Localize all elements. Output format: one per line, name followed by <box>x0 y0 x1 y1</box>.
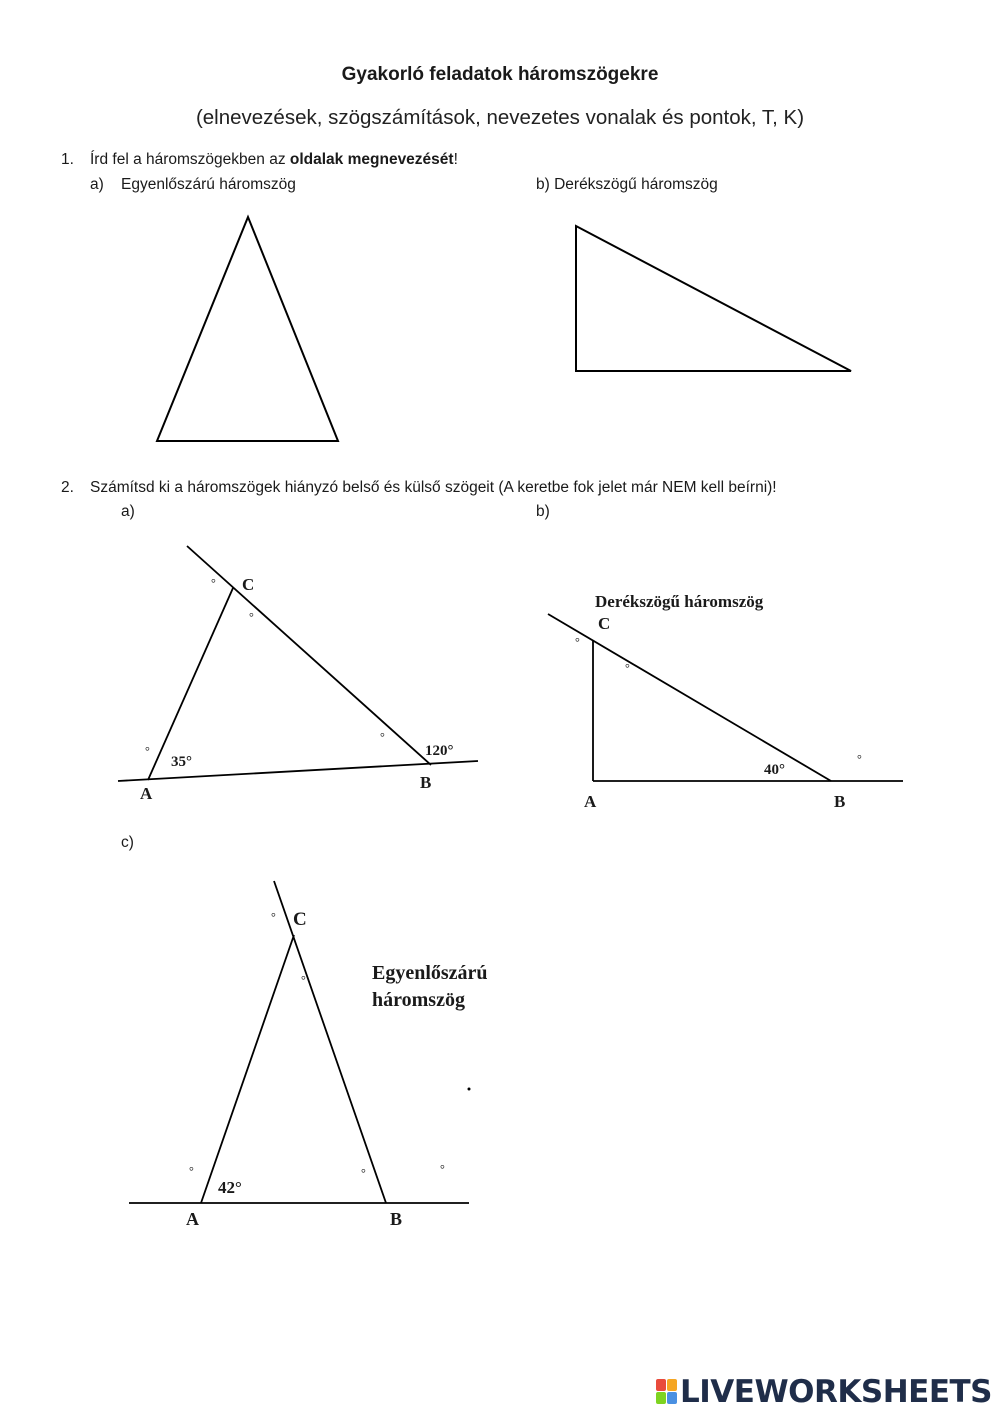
fig-a-line-ca <box>148 588 233 780</box>
fig-a-deg-a-ext: ° <box>145 744 150 758</box>
fig-c-deg-b-ext: ° <box>440 1162 445 1176</box>
page-subtitle: (elnevezések, szögszámítások, nevezetes vonalak és pontok, T, K) <box>195 106 805 129</box>
fig-b-hypotenuse-line <box>548 614 831 781</box>
fig-a-deg-c-ext: ° <box>211 576 216 590</box>
brand-logo-icon <box>656 1379 678 1405</box>
task1-text-after: ! <box>453 151 458 168</box>
fig-c-vertex-a: A <box>186 1209 199 1229</box>
fig-c-deg-c-ext: ° <box>271 910 276 924</box>
figure-a <box>118 546 478 803</box>
task1-number: 1. <box>61 151 74 168</box>
task1-a-label: a) <box>90 176 104 193</box>
fig-a-vertex-b: B <box>420 773 432 792</box>
task1-a-text: Egyenlőszárú háromszög <box>121 176 296 193</box>
fig-b-deg-c-ext: ° <box>575 635 580 649</box>
figure-c <box>129 881 488 1229</box>
fig-b-vertex-c: C <box>598 614 611 633</box>
fig-c-heading-line1: Egyenlőszárú <box>372 962 488 984</box>
fig-a-deg-b-int: ° <box>380 730 385 744</box>
fig-b-heading: Derékszögű háromszög <box>595 592 764 611</box>
figure-b <box>548 592 903 811</box>
fig-a-vertex-a: A <box>140 784 153 803</box>
liveworksheets-brand <box>656 1374 992 1410</box>
task2-number: 2. <box>61 479 74 496</box>
fig-c-line-cb <box>274 881 386 1203</box>
page-title: Gyakorló feladatok háromszögekre <box>341 64 659 85</box>
task2-a-label: a) <box>121 503 135 520</box>
fig-c-vertex-c: C <box>293 909 307 930</box>
brand-logo-block-green <box>656 1392 666 1404</box>
brand-logo-block-red <box>656 1379 666 1391</box>
task1-text-bold: oldalak megnevezését <box>289 151 454 168</box>
brand-text: LIVEWORKSHEETS <box>680 1374 992 1410</box>
fig-c-stray-dot <box>468 1088 471 1091</box>
fig-c-line-ca <box>201 935 294 1203</box>
fig-c-deg-a-ext: ° <box>189 1164 194 1178</box>
task1-b-label: b) Derékszögű háromszög <box>536 176 718 193</box>
fig-b-angle-b: 40° <box>764 762 785 778</box>
fig-b-deg-c-int: ° <box>625 661 630 675</box>
fig-c-vertex-b: B <box>390 1209 403 1229</box>
brand-logo-block-blue <box>667 1392 677 1404</box>
fig-a-angle-b-ext: 120° <box>425 743 454 759</box>
fig-a-angle-a: 35° <box>171 754 192 770</box>
fig-c-deg-b-int: ° <box>361 1166 366 1180</box>
fig-b-vertex-b: B <box>834 792 846 811</box>
task1-text-before: Írd fel a háromszögekben az <box>90 151 290 168</box>
task2-b-label: b) <box>536 503 550 520</box>
isosceles-triangle-outline <box>157 217 338 441</box>
fig-c-heading-line2: háromszög <box>372 989 465 1011</box>
fig-a-deg-c-int: ° <box>249 610 254 624</box>
task2-instruction: Számítsd ki a háromszögek hiányzó belső és külső szögeit (A keretbe fok jelet már NEM kell beírni)! <box>90 479 777 496</box>
brand-logo-block-orange <box>667 1379 677 1391</box>
fig-a-line-cb <box>187 546 431 765</box>
fig-b-deg-b-ext: ° <box>857 752 862 766</box>
right-triangle-outline <box>576 226 851 371</box>
fig-c-angle-a: 42° <box>218 1178 242 1197</box>
task2-c-label: c) <box>121 834 134 851</box>
fig-a-vertex-c: C <box>242 575 255 594</box>
fig-b-vertex-a: A <box>584 792 597 811</box>
fig-c-deg-c-int: ° <box>301 973 306 987</box>
